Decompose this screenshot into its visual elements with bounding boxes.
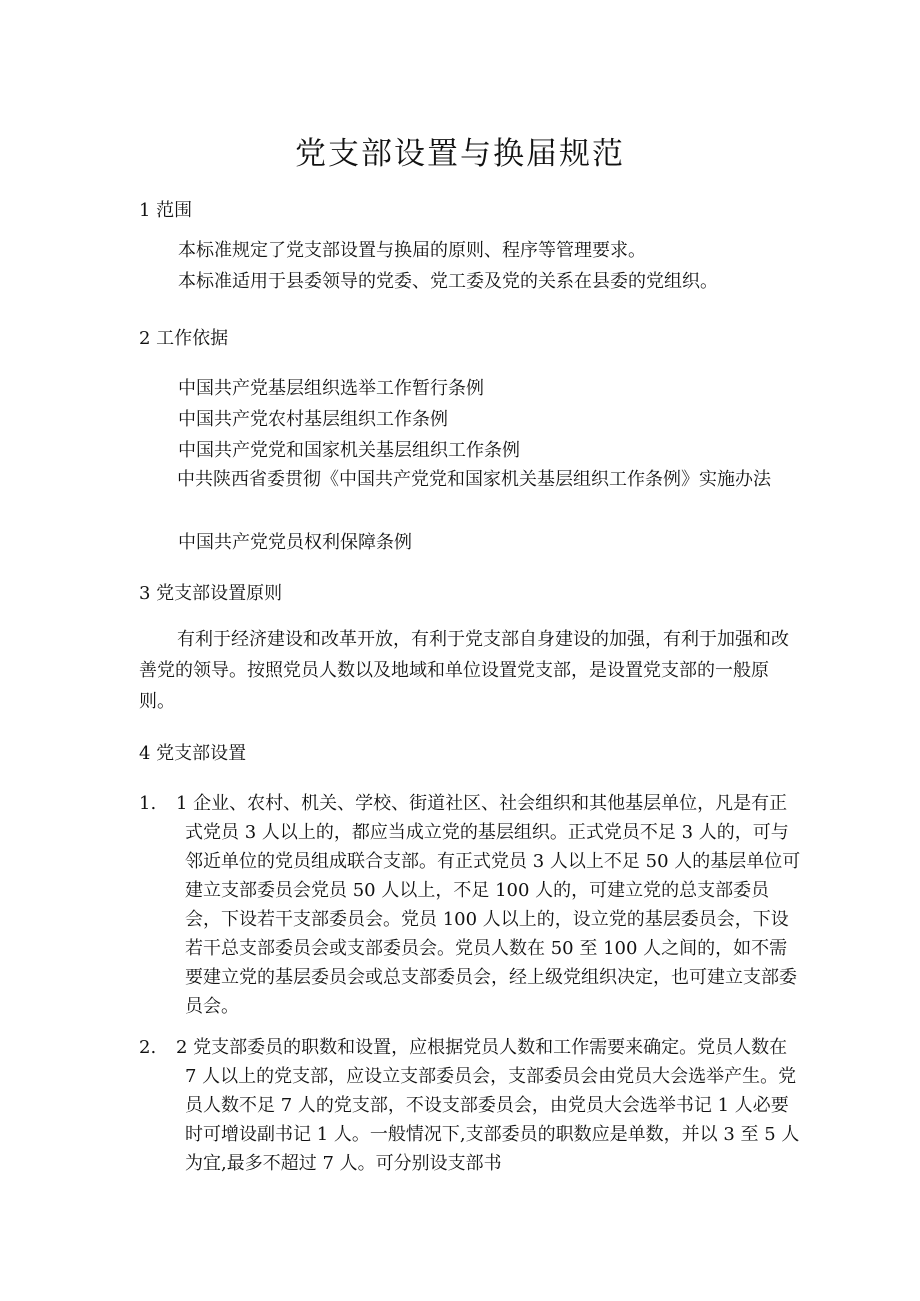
setup-item-2 [139, 1033, 801, 1178]
document-title: 党支部设置与换届规范 [295, 136, 625, 172]
scope-line-1: 本标准规定了党支部设置与换届的原则、程序等管理要求。 [178, 240, 646, 261]
section-heading-scope: 1 范围 [139, 200, 193, 221]
setup-item-2-number: 2. [139, 1037, 157, 1058]
setup-item-1-text: 1 企业、农村、机关、学校、街道社区、社会组织和其他基层单位，凡是有正式党员 3 人以上的，都应当成立党的基层组织。正式党员不足 3 人的，可与邻近单位的党员组成联合支部。有正式党员 3 人以上不足 50 人的基层单位可建立支部委员会党员 50 人以上，不足 100 人的，可建立党的总支部委员会，下设若干支部委员会。党员 100 人以上的，设立党的基层委员会，下设若干总支部委员会或支部委员会。党员人数在 50 至 100 人之间的，如不需要建立党的基层委员会或总支部委员会，经上级党组织决定，也可建立支部委员会。 [176, 793, 801, 1017]
scope-line-2: 本标准适用于县委领导的党委、党工委及党的关系在县委的党组织。 [178, 271, 718, 292]
basis-line-2: 中国共产党农村基层组织工作条例 [178, 409, 448, 430]
basis-line-4: 中共陕西省委贯彻《中国共产党党和国家机关基层组织工作条例》实施办法 [177, 469, 771, 490]
section-heading-basis: 2 工作依据 [139, 328, 229, 349]
basis-line-5: 中国共产党党员权利保障条例 [178, 532, 412, 553]
basis-line-1: 中国共产党基层组织选举工作暂行条例 [178, 378, 484, 399]
setup-item-1 [139, 789, 801, 1021]
setup-item-2-text: 2 党支部委员的职数和设置，应根据党员人数和工作需要来确定。党员人数在 7 人以上的党支部，应设立支部委员会，支部委员会由党员大会选举产生。党员人数不足 7 人的党支部，不设支部委员会，由党员大会选举书记 1 人必要时可增设副书记 1 人。一般情况下,支部委员的职数应是单数，并以 3 至 5 人为宜,最多不超过 7 人。可分别设支部书 [176, 1037, 800, 1174]
section-heading-principle: 3 党支部设置原则 [139, 583, 283, 604]
principle-paragraph: 有利于经济建设和改革开放，有利于党支部自身建设的加强，有利于加强和改善党的领导。按照党员人数以及地域和单位设置党支部，是设置党支部的一般原则。 [139, 629, 789, 712]
setup-item-1-number: 1. [139, 793, 157, 814]
basis-line-3: 中国共产党党和国家机关基层组织工作条例 [178, 440, 520, 461]
section-heading-setup: 4 党支部设置 [139, 743, 247, 764]
